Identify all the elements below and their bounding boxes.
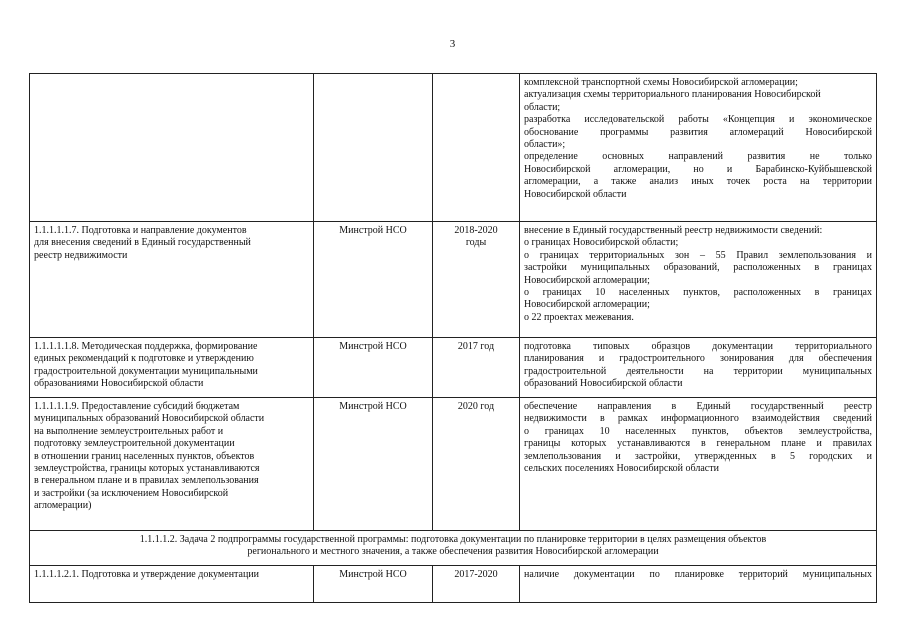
result-line: сельских поселениях Новосибирской области (524, 463, 719, 475)
event-line: градостроительной документации муниципальными (34, 365, 258, 377)
event-line: агломерации) (34, 500, 92, 512)
result-line: Новосибирской агломерации, но и Барабинско-Куйбышевской (524, 163, 872, 175)
result-line: комплексной транспортной схемы Новосибирской агломерации; (524, 77, 798, 88)
result-line: Новосибирской агломерации; (524, 299, 650, 311)
event-line: в отношении границ населенных пунктов, объектов (34, 450, 255, 462)
result-line: Новосибирской агломерации; (524, 274, 650, 286)
executor-cell: Минстрой НСО (314, 566, 433, 603)
event-line: 1.1.1.1.1.7. Подготовка и направление документов (34, 225, 247, 236)
result-line: наличие документации по планировке территорий муниципальных (524, 569, 872, 580)
event-line: единых рекомендаций к подготовке и утверждению (34, 353, 254, 365)
event-line: на выполнение землеустроительных работ и (34, 425, 224, 437)
result-cell (520, 338, 877, 398)
result-line: градостроительной деятельности на территории муниципальных (524, 365, 872, 377)
event-cell (30, 338, 314, 398)
event-cell: 1.1.1.1.2.1. Подготовка и утверждение документации (30, 566, 314, 603)
result-line: образований Новосибирской области (524, 378, 683, 390)
result-cell (520, 74, 877, 222)
event-cell (30, 74, 314, 222)
executor-cell: Минстрой НСО (314, 222, 433, 338)
result-line: актуализация схемы территориального планирования Новосибирской (524, 89, 821, 101)
result-line: землепользования и застройки, утвержденных в 5 городских и (524, 450, 872, 462)
section-line: регионального и местного значения, а также обеспечения развития Новосибирской агломерации (247, 546, 659, 558)
result-line: подготовка типовых образцов документации территориального (524, 341, 872, 352)
executor-cell: Минстрой НСО (314, 338, 433, 398)
result-line: области»; (524, 139, 566, 151)
result-line: области; (524, 101, 561, 113)
term-cell: 2017-2020 (433, 566, 520, 603)
event-line: подготовку землеустроительной документации (34, 438, 235, 450)
result-line: границы которых устанавливаются в генеральном плане и правилах (524, 438, 872, 450)
executor-cell: Минстрой НСО (314, 398, 433, 531)
term-line: 2018-2020 (454, 225, 498, 236)
event-cell (30, 398, 314, 531)
event-line: землеустройства, границы которых устанавливаются (34, 463, 260, 475)
section-row (30, 531, 877, 566)
result-cell (520, 222, 877, 338)
result-line: о границах территориальных зон – 55 Правил землепользования и (524, 249, 872, 261)
result-line: разработка исследовательской работы «Концепция и экономическое (524, 114, 872, 126)
term-cell (433, 222, 520, 338)
executor-cell (314, 74, 433, 222)
event-line: реестр недвижимости (34, 249, 128, 261)
table-row (30, 398, 877, 531)
term-cell: 2020 год (433, 398, 520, 531)
result-line: внесение в Единый государственный реестр недвижимости сведений: (524, 225, 823, 236)
table-row (30, 222, 877, 338)
page-number: 3 (449, 38, 456, 50)
result-line: определение основных направлений развития не только (524, 151, 872, 163)
table-row (30, 566, 877, 603)
result-line: обоснование программы развития агломераций Новосибирской (524, 126, 872, 138)
event-line: образованиями Новосибирской области (34, 378, 204, 390)
result-line: обеспечение направления в Единый государственный реестр (524, 401, 872, 412)
term-cell: 2017 год (433, 338, 520, 398)
term-line: годы (465, 237, 487, 249)
section-heading (30, 531, 877, 566)
result-cell (520, 566, 877, 603)
measures-table (29, 73, 877, 603)
event-line: для внесения сведений в Единый государственный (34, 237, 251, 249)
result-line: о границах 10 населенных пунктов, расположенных в границах (524, 287, 872, 299)
result-line: недвижимости в рамках информационного взаимодействия сведений (524, 413, 872, 425)
event-line: в генеральном плане и в правилах землепользования (34, 475, 259, 487)
event-line: муниципальных образований Новосибирской области (34, 413, 265, 425)
result-line: Новосибирской области (524, 188, 627, 200)
event-line: и застройки (за исключением Новосибирской (34, 487, 229, 499)
result-cell (520, 398, 877, 531)
result-line: застройки муниципальных образований, расположенных в границах (524, 262, 872, 274)
table-row (30, 338, 877, 398)
event-line: 1.1.1.1.1.8. Методическая поддержка, формирование (34, 341, 258, 352)
result-line: о границах Новосибирской области; (524, 237, 679, 249)
section-line: 1.1.1.1.2. Задача 2 подпрограммы государственной программы: подготовка документации по планировке территории в целях размещения объектов (139, 534, 767, 545)
result-line: планирования и градостроительного зонирования для обеспечения (524, 353, 872, 365)
result-line: о границах 10 населенных пунктов, объектов землеустройства, (524, 425, 872, 437)
result-line: агломерации, а также анализ иных точек роста на территории (524, 176, 872, 188)
result-line: о 22 проектах межевания. (524, 311, 634, 323)
event-line: 1.1.1.1.1.9. Предоставление субсидий бюджетам (34, 401, 240, 412)
table-row (30, 74, 877, 222)
term-cell (433, 74, 520, 222)
event-cell (30, 222, 314, 338)
